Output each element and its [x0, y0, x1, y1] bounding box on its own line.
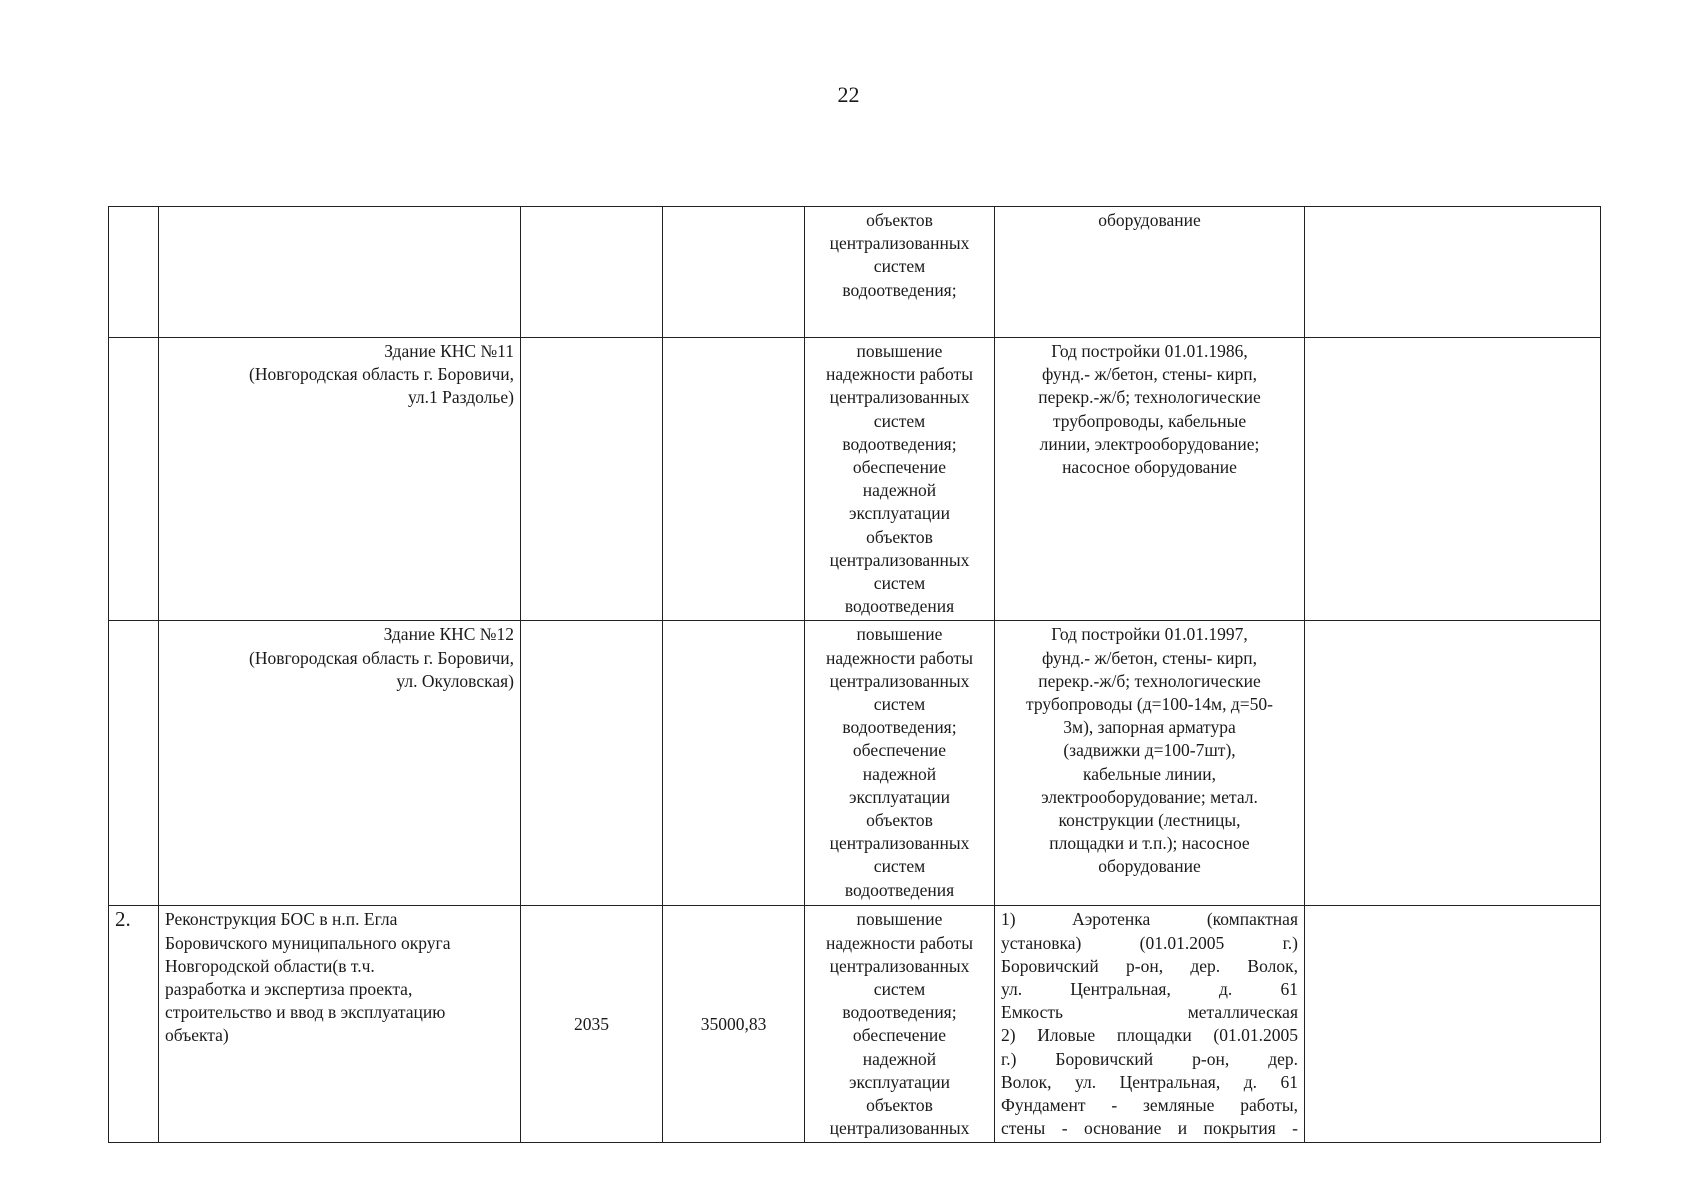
cell-text-line: трубопроводы, кабельные — [1052, 410, 1247, 431]
cell-text-line: стены - основание и покрытия - — [1001, 1118, 1298, 1139]
cell-text-line: централизованных — [829, 1118, 970, 1139]
cell-text-line: Боровичского муниципального округа — [165, 932, 451, 953]
cell-text-line: Волок, ул. Центральная, д. 61 — [1001, 1071, 1298, 1092]
cell-text-line: систем — [873, 410, 926, 431]
characteristics-cell — [995, 338, 1305, 621]
cell-text-line: Год постройки 01.01.1997, — [1051, 624, 1248, 645]
characteristics-cell — [995, 906, 1305, 1143]
year-cell — [521, 621, 663, 906]
row-number-cell: 2. — [109, 906, 159, 1143]
cell-text-line: систем — [873, 979, 926, 1000]
row-number-cell — [109, 621, 159, 906]
cell-text-line: эксплуатации — [848, 786, 950, 807]
cell-text-line: линии, электрооборудование; — [1039, 433, 1260, 454]
year-cell — [521, 207, 663, 338]
object-cell — [159, 621, 521, 906]
cost-cell — [663, 621, 805, 906]
purpose-cell — [805, 621, 995, 906]
cost-cell: 35000,83 — [663, 906, 805, 1143]
cell-text-line: Здание КНС №11 — [384, 341, 514, 361]
cell-text-line: повышение — [856, 624, 943, 645]
table-row — [109, 621, 1601, 906]
cell-text-line: разработка и экспертиза проекта, — [165, 979, 413, 1000]
characteristics-cell — [995, 621, 1305, 906]
note-cell — [1305, 207, 1601, 338]
cell-text-line: централизованных — [829, 549, 970, 570]
cell-text-line: водоотведения; — [842, 717, 957, 738]
cell-text-line: (Новгородская область г. Боровичи, — [249, 647, 514, 668]
object-cell — [159, 906, 521, 1143]
cell-text-line: повышение — [856, 909, 943, 930]
cell-text-line: систем — [873, 256, 926, 277]
cell-text-line: надежности работы — [826, 932, 973, 953]
year-cell — [521, 338, 663, 621]
cell-text-line: надежности работы — [826, 647, 973, 668]
characteristics-cell — [995, 207, 1305, 338]
cell-text-line: электрооборудование; метал. — [1041, 786, 1258, 807]
purpose-cell — [805, 338, 995, 621]
cell-text-line: оборудование — [1098, 856, 1201, 877]
cell-text-line: объектов — [866, 526, 933, 547]
cell-text-line: 2) Иловые площадки (01.01.2005 — [1001, 1025, 1298, 1046]
cell-text-line: объектов — [866, 1095, 933, 1116]
cell-text-line: водоотведения; — [842, 433, 957, 454]
row-number-cell — [109, 207, 159, 338]
cell-text-line: Год постройки 01.01.1986, — [1051, 341, 1248, 361]
purpose-cell — [805, 906, 995, 1143]
cell-text-line: Реконструкция БОС в н.п. Егла — [165, 909, 398, 930]
table-row — [109, 338, 1601, 621]
cell-text-line: г.) Боровичский р-он, дер. — [1001, 1048, 1298, 1069]
cell-text-line: Емкость металлическая — [1001, 1002, 1298, 1023]
cell-text-line: 3м), запорная арматура — [1063, 717, 1236, 738]
cell-text-line: централизованных — [829, 955, 970, 976]
cell-text-line: водоотведения — [844, 596, 955, 617]
cell-text-line: систем — [873, 694, 926, 715]
cell-text-line: площадки и т.п.); насосное — [1049, 833, 1250, 854]
cell-text-line: установка) (01.01.2005 г.) — [1001, 932, 1298, 953]
cost-cell — [663, 338, 805, 621]
cell-text-line: водоотведения; — [842, 279, 957, 300]
cell-text-line: надежной — [862, 480, 937, 501]
cell-text-line: централизованных — [829, 233, 970, 254]
cell-text-line: систем — [873, 856, 926, 877]
cell-text-line: водоотведения — [844, 879, 955, 900]
cell-text-line: (Новгородская область г. Боровичи, — [249, 364, 514, 385]
cell-text-line: ул. Окуловская) — [396, 670, 514, 691]
cell-text-line: объектов — [866, 210, 933, 230]
cell-text-line: Боровичский р-он, дер. Волок, — [1001, 955, 1298, 976]
note-cell — [1305, 338, 1601, 621]
cost-cell — [663, 207, 805, 338]
cell-text-line: эксплуатации — [848, 503, 950, 524]
cell-text-line: перекр.-ж/б; технологические — [1038, 670, 1261, 691]
cell-text-line: ул. Центральная, д. 61 — [1001, 979, 1298, 1000]
cell-text-line: объекта) — [165, 1025, 229, 1046]
cell-text-line: фунд.- ж/бетон, стены- кирп, — [1041, 364, 1258, 385]
cell-text-line: обеспечение — [852, 457, 947, 478]
cell-text-line: фунд.- ж/бетон, стены- кирп, — [1041, 647, 1258, 668]
table-row — [109, 906, 1601, 1143]
object-cell — [159, 207, 521, 338]
cell-text-line: Здание КНС №12 — [383, 624, 514, 645]
purpose-cell — [805, 207, 995, 338]
cell-text-line: обеспечение — [852, 740, 947, 761]
cell-text-line: 1) Аэротенка (компактная — [1001, 909, 1298, 930]
cell-text-line: надежной — [862, 763, 937, 784]
cell-text-line: эксплуатации — [848, 1071, 950, 1092]
cell-text-line: насосное оборудование — [1062, 457, 1237, 478]
year-cell: 2035 — [521, 906, 663, 1143]
cell-text-line: надежной — [862, 1048, 937, 1069]
page-number: 22 — [837, 82, 860, 107]
measures-table — [108, 206, 1601, 1143]
cell-text-line: строительство и ввод в эксплуатацию — [165, 1002, 446, 1023]
cell-text-line: централизованных — [829, 387, 970, 408]
note-cell — [1305, 906, 1601, 1143]
cell-text-line: водоотведения; — [842, 1002, 957, 1023]
cell-text-line: (задвижки д=100-7шт), — [1063, 740, 1236, 761]
cell-text-line: кабельные линии, — [1083, 763, 1216, 784]
cell-text-line: систем — [873, 573, 926, 594]
cell-text-line: централизованных — [829, 670, 970, 691]
cell-text-line: перекр.-ж/б; технологические — [1038, 387, 1261, 408]
cell-text-line: централизованных — [829, 833, 970, 854]
cell-text-line: надежности работы — [826, 364, 973, 385]
cell-text-line: оборудование — [1098, 210, 1201, 230]
cell-text-line: ул.1 Раздолье) — [407, 387, 514, 408]
cell-text-line: трубопроводы (д=100-14м, д=50- — [1026, 694, 1273, 715]
table-row — [109, 207, 1601, 338]
note-cell — [1305, 621, 1601, 906]
row-number-cell — [109, 338, 159, 621]
object-cell — [159, 338, 521, 621]
cell-text-line: Фундамент - земляные работы, — [1001, 1095, 1298, 1116]
cell-text-line: объектов — [866, 810, 933, 831]
cell-text-line: повышение — [856, 341, 943, 361]
cell-text-line: Новгородской области(в т.ч. — [165, 955, 375, 976]
cell-text-line: конструкции (лестницы, — [1058, 810, 1241, 831]
cell-text-line: обеспечение — [852, 1025, 947, 1046]
